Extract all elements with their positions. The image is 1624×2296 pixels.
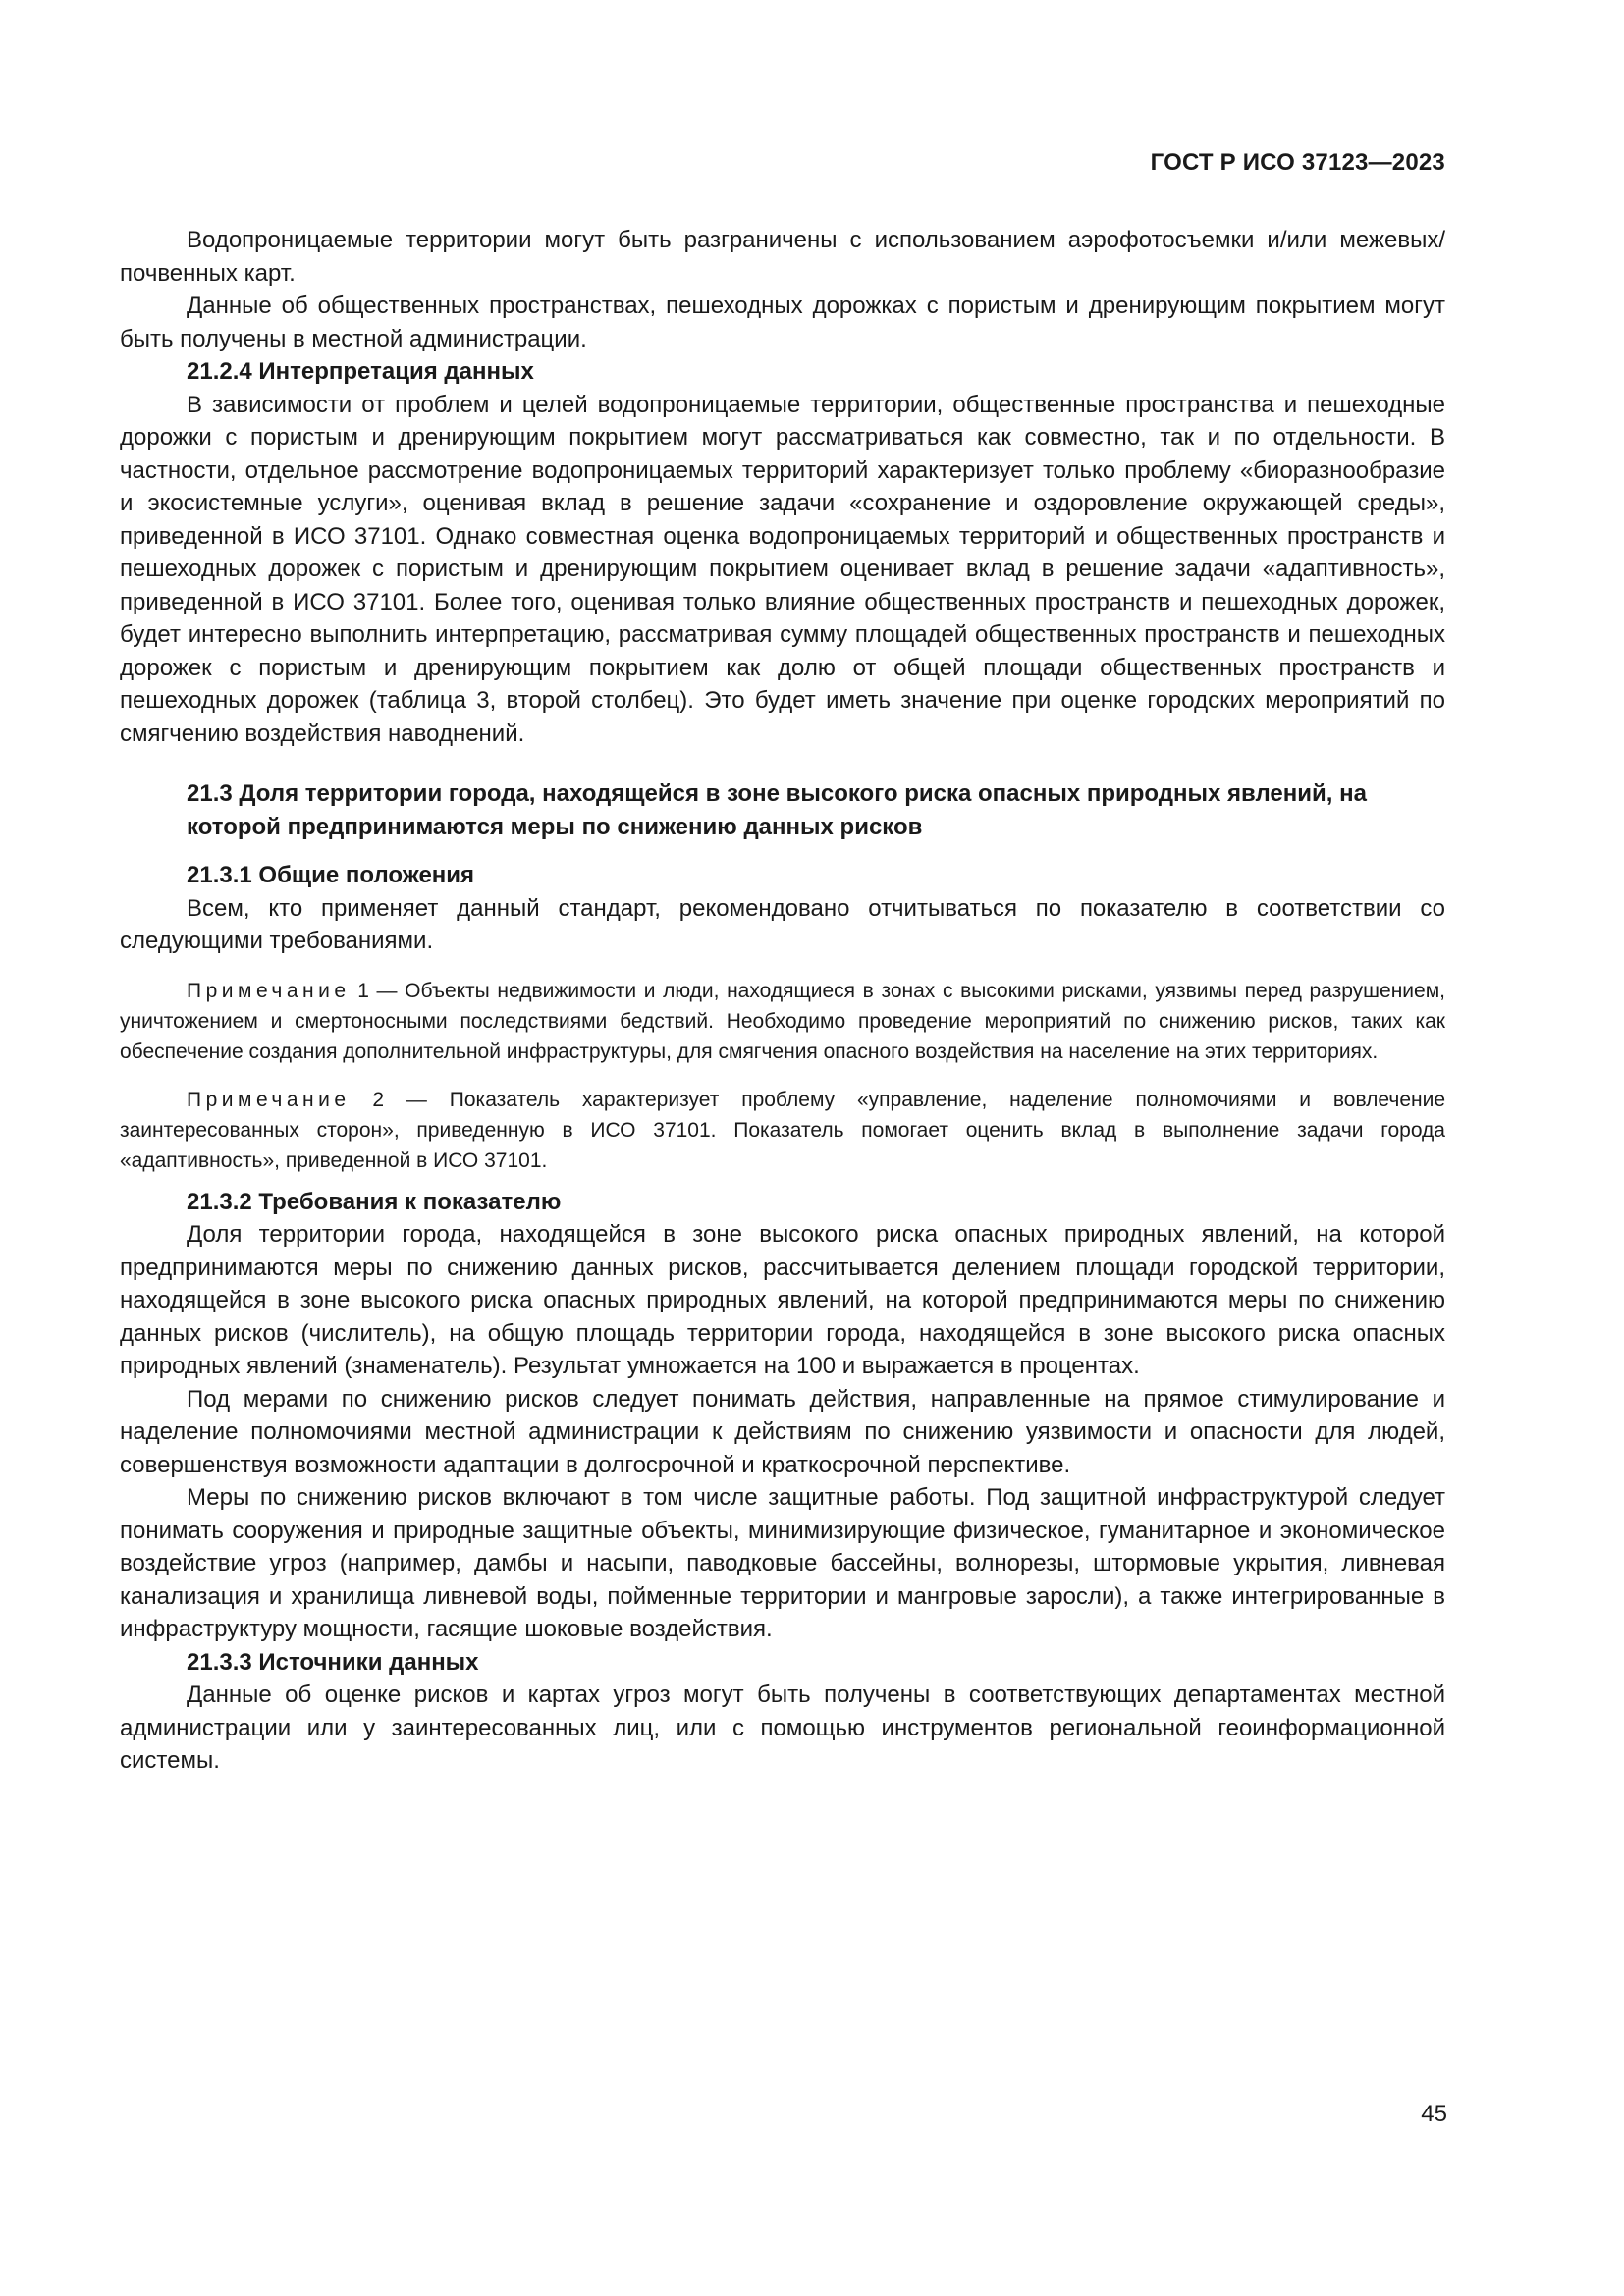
paragraph: Меры по снижению рисков включают в том числе защитные работы. Под защитной инфраструктурой следует понимать сооружения и природные защитные объекты, минимизирующие физическое, гуманитарное и экономическое воздействие угроз (например, дамбы и насыпи, паводковые бассейны, волнорезы, штормовые укрытия, ливневая канализация и хранилища ливневой воды, пойменные территории и мангровые заросли), а также интегрированные в инфраструктуру мощности, гасящие шоковые воздействия. <box>120 1484 1445 1642</box>
note-1 <box>120 976 1445 1067</box>
note-text: 2 — Показатель характеризует проблему «управление, наделение полномочиями и вовлечение заинтересованных сторон», приведенную в ИСО 37101. Показатель помогает оценить вклад в выполнение задачи города «адаптивность», приведенной в ИСО 37101. <box>120 1088 1445 1172</box>
paragraph: В зависимости от проблем и целей водопроницаемые территории, общественные пространства и пешеходные дорожки с пористым и дренирующим покрытием могут рассматриваться как совместно, так и по отдельности. В частности, отдельное рассмотрение водопроницаемых территорий характеризует только проблему «биоразнообразие и экосистемные услуги», оценивая вклад в решение задачи «сохранение и оздоровление окружающей среды», приведенной в ИСО 37101. Однако совместная оценка водопроницаемых территорий и общественных пространств и пешеходных дорожек с пористым и дренирующим покрытием оценивает вклад в решение задачи «адаптивность», приведенной в ИСО 37101. Более того, оценивая только влияние общественных пространств и пешеходных дорожек, будет интересно выполнить интерпретацию, рассматривая сумму площадей общественных пространств и пешеходных дорожек с пористым и дренирующим покрытием как долю от общей площади общественных пространств и пешеходных дорожек (таблица 3, второй столбец). Это будет иметь значение при оценке городских мероприятий по смягчению воздействия наводнений. <box>120 391 1445 747</box>
page-number: 45 <box>1421 2101 1447 2127</box>
note-text: 1 — Объекты недвижимости и люди, находящиеся в зонах с высокими рисками, уязвимы перед разрушением, уничтожением и смертоносными последствиями бедствий. Необходимо проведение мероприятий по снижению рисков, таких как обеспечение создания дополнительной инфраструктуры, для смягчения опасного воздействия на население на этих территориях. <box>120 979 1445 1063</box>
section-heading-21-3-2: 21.3.2 Требования к показателю <box>187 1188 562 1215</box>
standard-header: ГОСТ Р ИСО 37123—2023 <box>1150 149 1445 176</box>
section-heading-21-3: 21.3 Доля территории города, находящейся в зоне высокого риска опасных природных явлений, на которой предпринимаются меры по снижению данных рисков <box>187 780 1367 840</box>
note-label: Примечание <box>187 1088 351 1111</box>
section-heading-21-3-1: 21.3.1 Общие положения <box>187 862 475 888</box>
page-content <box>120 224 1445 1778</box>
paragraph: Водопроницаемые территории могут быть разграничены с использованием аэрофотосъемки и/или межевых/почвенных карт. <box>120 227 1445 287</box>
section-heading-21-2-4: 21.2.4 Интерпретация данных <box>187 358 534 385</box>
paragraph: Данные об общественных пространствах, пешеходных дорожках с пористым и дренирующим покрытием могут быть получены в местной администрации. <box>120 293 1445 352</box>
note-label: Примечание <box>187 979 351 1002</box>
paragraph: Данные об оценке рисков и картах угроз могут быть получены в соответствующих департаментах местной администрации или у заинтересованных лиц, или с помощью инструментов региональной геоинформационной системы. <box>120 1682 1445 1774</box>
section-heading-21-3-3: 21.3.3 Источники данных <box>187 1648 479 1676</box>
note-2 <box>120 1085 1445 1176</box>
paragraph: Под мерами по снижению рисков следует понимать действия, направленные на прямое стимулирование и наделение полномочиями местной администрации к действиям по снижению уязвимости и опасности для людей, совершенствуя возможности адаптации в долгосрочной и краткосрочной перспективе. <box>120 1385 1445 1478</box>
paragraph: Доля территории города, находящейся в зоне высокого риска опасных природных явлений, на которой предпринимаются меры по снижению данных рисков, рассчитывается делением площади городской территории, находящейся в зоне высокого риска опасных природных явлений, на которой предпринимаются меры по снижению данных рисков (числитель), на общую площадь территории города, находящейся в зоне высокого риска опасных природных явлений (знаменатель). Результат умножается на 100 и выражается в процентах. <box>120 1221 1445 1379</box>
spacer <box>120 1176 1445 1186</box>
paragraph: Всем, кто применяет данный стандарт, рекомендовано отчитываться по показателю в соответствии со следующими требованиями. <box>120 894 1445 954</box>
